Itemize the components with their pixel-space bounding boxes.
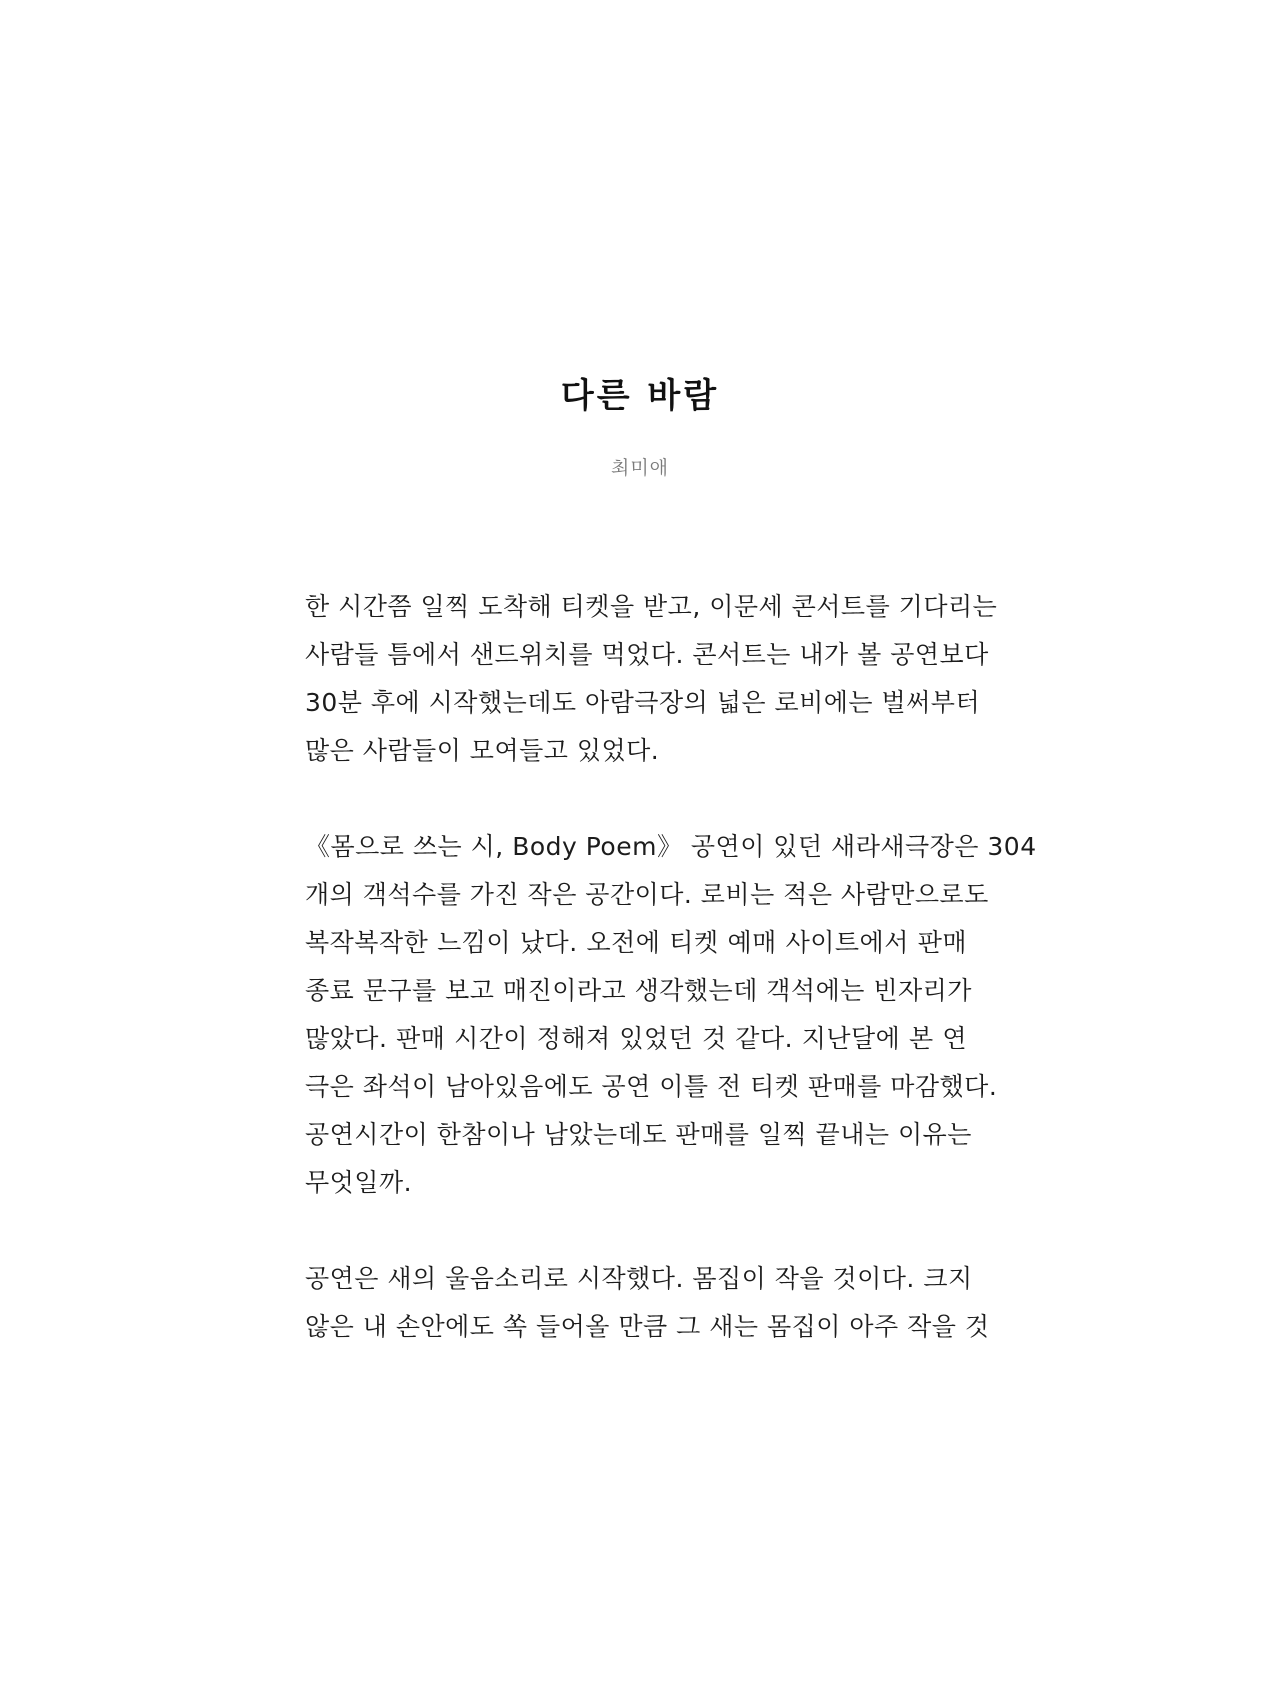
text-line: 개의 객석수를 가진 작은 공간이다. 로비는 적은 사람만으로도 [305, 880, 989, 909]
text-line: 공연시간이 한참이나 남았는데도 판매를 일찍 끝내는 이유는 [305, 1120, 972, 1149]
paragraph-2 [305, 823, 1037, 1207]
text-line: 무엇일까. [305, 1168, 413, 1197]
text-line: 많은 사람들이 모여들고 있었다. [305, 736, 660, 765]
text-line: 극은 좌석이 남아있음에도 공연 이틀 전 티켓 판매를 마감했다. [305, 1072, 998, 1101]
text-line: 《몸으로 쓰는 시, Body Poem》 공연이 있던 새라새극장은 304 [305, 832, 1037, 861]
essay-title: 다른 바람 [560, 376, 720, 416]
text-line: 복작복작한 느낌이 났다. 오전에 티켓 예매 사이트에서 판매 [305, 928, 967, 957]
essay-body [305, 583, 1037, 1399]
text-line: 많았다. 판매 시간이 정해져 있었던 것 같다. 지난달에 본 연 [305, 1024, 967, 1053]
paragraph-3 [305, 1255, 990, 1351]
text-line: 사람들 틈에서 샌드위치를 먹었다. 콘서트는 내가 볼 공연보다 [305, 640, 989, 669]
text-line: 종료 문구를 보고 매진이라고 생각했는데 객석에는 빈자리가 [305, 976, 972, 1005]
text-line: 않은 내 손안에도 쏙 들어올 만큼 그 새는 몸집이 아주 작을 것 [305, 1312, 990, 1341]
author-name: 최미애 [610, 457, 670, 479]
paragraph-1 [305, 583, 998, 775]
text-line: 공연은 새의 울음소리로 시작했다. 몸집이 작을 것이다. 크지 [305, 1264, 973, 1293]
text-line: 30분 후에 시작했는데도 아람극장의 넓은 로비에는 벌써부터 [305, 688, 981, 717]
text-line: 한 시간쯤 일찍 도착해 티켓을 받고, 이문세 콘서트를 기다리는 [305, 592, 998, 621]
